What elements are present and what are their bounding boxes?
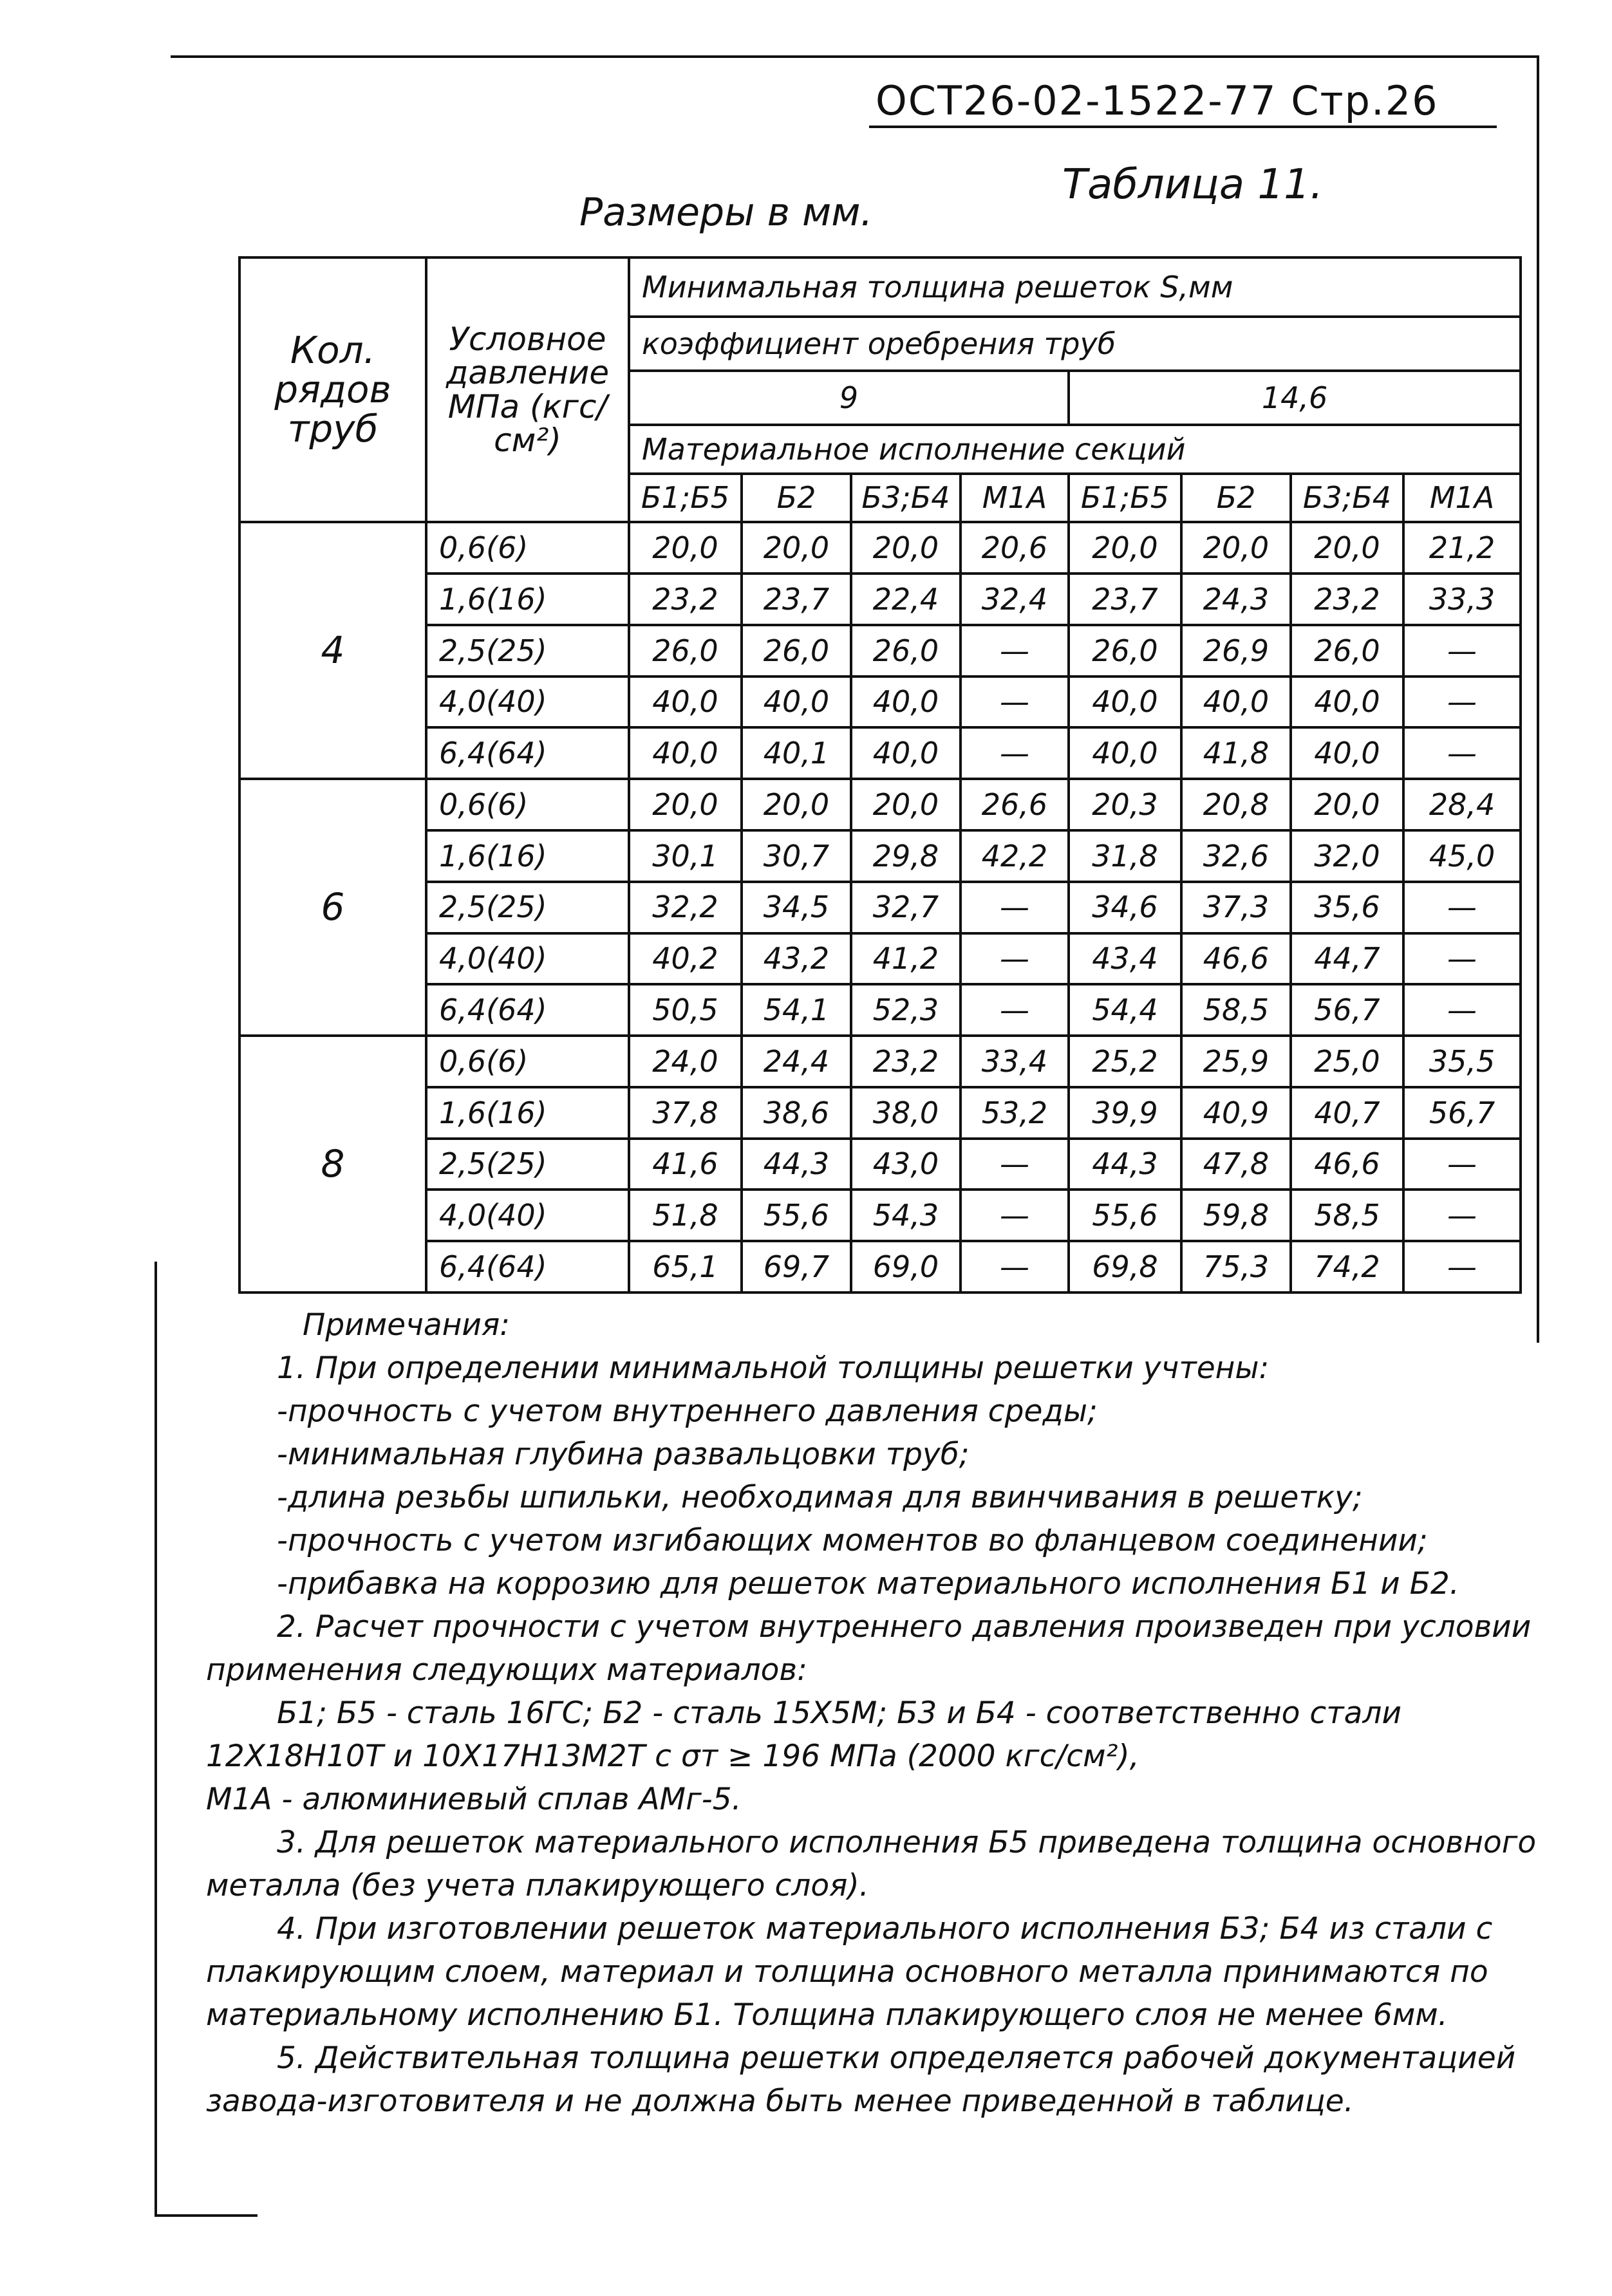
thickness-value-cell: — (961, 677, 1069, 728)
pressure-cell: 0,6(6) (426, 779, 629, 830)
thickness-value-cell: 38,6 (742, 1087, 851, 1139)
pressure-cell: 2,5(25) (426, 625, 629, 677)
thickness-value-cell: 32,7 (851, 882, 961, 933)
thickness-value-cell: — (961, 625, 1069, 677)
note-paragraph: 2. Расчет прочности с учетом внутреннего давления произведен при условии применения следующих материалов: (206, 1609, 1532, 1688)
note-paragraph: -минимальная глубина развальцовки труб; (277, 1437, 970, 1472)
note-paragraph: -прочность с учетом внутреннего давления среды; (277, 1394, 1098, 1429)
thickness-value-cell: 37,8 (629, 1087, 742, 1139)
thickness-value-cell: 35,6 (1291, 882, 1403, 933)
material-col: Б3;Б4 (1291, 474, 1403, 523)
pressure-cell: 0,6(6) (426, 522, 629, 574)
pressure-cell: 4,0(40) (426, 933, 629, 985)
thickness-value-cell: 25,0 (1291, 1036, 1403, 1087)
thickness-value-cell: 54,1 (742, 984, 851, 1036)
table-row (239, 779, 1521, 830)
pressure-cell: 6,4(64) (426, 1241, 629, 1293)
table-row (239, 1036, 1521, 1087)
rows-count-cell: 6 (239, 779, 426, 1036)
thickness-value-cell: 23,2 (1291, 574, 1403, 625)
material-col: Б3;Б4 (851, 474, 961, 523)
thickness-value-cell: 54,3 (851, 1190, 961, 1241)
thickness-value-cell: 34,6 (1069, 882, 1181, 933)
note-paragraph: -длина резьбы шпильки, необходимая для ввинчивания в решетку; (277, 1480, 1363, 1515)
thickness-value-cell: 35,5 (1403, 1036, 1521, 1087)
document-code-underline (869, 126, 1497, 128)
thickness-value-cell: — (1403, 677, 1521, 728)
thickness-value-cell: 40,2 (629, 933, 742, 985)
thickness-value-cell: 40,0 (851, 727, 961, 779)
rows-count-cell: 4 (239, 522, 426, 779)
thickness-value-cell: — (1403, 727, 1521, 779)
pressure-cell: 0,6(6) (426, 1036, 629, 1087)
table-row (239, 882, 1521, 933)
material-col: Б2 (1181, 474, 1291, 523)
note-paragraph: Б1; Б5 - сталь 16ГС; Б2 - сталь 15Х5М; Б3 и Б4 - соответственно стали 12Х18Н10Т и 10Х17Н13М2Т с σт ≥ 196 МПа (2000 кгс/см²), (206, 1695, 1401, 1774)
thickness-value-cell: 20,0 (629, 522, 742, 574)
thickness-value-cell: 26,0 (1291, 625, 1403, 677)
right-border-line (1537, 55, 1539, 1343)
pressure-cell: 2,5(25) (426, 1139, 629, 1190)
thickness-value-cell: 40,0 (1069, 677, 1181, 728)
thickness-value-cell: 40,9 (1181, 1087, 1291, 1139)
thickness-value-cell: 26,0 (851, 625, 961, 677)
thickness-value-cell: 43,4 (1069, 933, 1181, 985)
thickness-value-cell: 53,2 (961, 1087, 1069, 1139)
thickness-value-cell: 21,2 (1403, 522, 1521, 574)
thickness-value-cell: 20,0 (742, 779, 851, 830)
left-margin-line (155, 1262, 157, 2214)
thickness-value-cell: 20,8 (1181, 779, 1291, 830)
thickness-value-cell: 20,3 (1069, 779, 1181, 830)
thickness-value-cell: 34,5 (742, 882, 851, 933)
document-code: ОСТ26-02-1522-77 Стр.26 (876, 77, 1439, 124)
thickness-value-cell: 40,0 (1291, 727, 1403, 779)
thickness-value-cell: 40,0 (629, 727, 742, 779)
thickness-value-cell: — (961, 933, 1069, 985)
thickness-value-cell: 32,2 (629, 882, 742, 933)
thickness-value-cell: 69,7 (742, 1241, 851, 1293)
thickness-value-cell: 41,2 (851, 933, 961, 985)
thickness-value-cell: — (961, 984, 1069, 1036)
thickness-value-cell: 26,9 (1181, 625, 1291, 677)
thickness-value-cell: — (961, 882, 1069, 933)
thickness-value-cell: — (961, 1190, 1069, 1241)
thickness-value-cell: 23,2 (629, 574, 742, 625)
thickness-value-cell: 74,2 (1291, 1241, 1403, 1293)
thickness-value-cell: 22,4 (851, 574, 961, 625)
thickness-value-cell: — (1403, 984, 1521, 1036)
pressure-cell: 1,6(16) (426, 1087, 629, 1139)
thickness-value-cell: 39,9 (1069, 1087, 1181, 1139)
thickness-value-cell: — (1403, 1241, 1521, 1293)
thickness-value-cell: 32,6 (1181, 830, 1291, 882)
notes-section (206, 1303, 1545, 2123)
thickness-table (238, 256, 1522, 1294)
thickness-value-cell: 51,8 (629, 1190, 742, 1241)
thickness-value-cell: 20,0 (1181, 522, 1291, 574)
note-paragraph: 1. При определении минимальной толщины решетки учтены: (277, 1350, 1270, 1386)
note-paragraph: -прибавка на коррозию для решеток материального исполнения Б1 и Б2. (277, 1566, 1459, 1601)
thickness-value-cell: — (1403, 1139, 1521, 1190)
bottom-margin-line (155, 2214, 258, 2217)
thickness-value-cell: 25,2 (1069, 1036, 1181, 1087)
thickness-value-cell: 42,2 (961, 830, 1069, 882)
thickness-value-cell: 31,8 (1069, 830, 1181, 882)
table-row (239, 933, 1521, 985)
pressure-cell: 1,6(16) (426, 830, 629, 882)
thickness-value-cell: 40,7 (1291, 1087, 1403, 1139)
thickness-value-cell: 40,0 (1181, 677, 1291, 728)
thickness-value-cell: 44,3 (1069, 1139, 1181, 1190)
thickness-value-cell: 40,0 (742, 677, 851, 728)
coef-header: коэффициент оребрения труб (629, 317, 1521, 371)
thickness-value-cell: — (961, 727, 1069, 779)
thickness-value-cell: 75,3 (1181, 1241, 1291, 1293)
top-border-line (171, 55, 1539, 58)
table-row (239, 1190, 1521, 1241)
thickness-value-cell: 20,0 (851, 522, 961, 574)
thickness-value-cell: 69,0 (851, 1241, 961, 1293)
pressure-header: Условное давление МПа (кгс/см²) (426, 257, 629, 522)
note-paragraph: 3. Для решеток материального исполнения Б5 приведена толщина основного металла (без учета плакирующего слоя). (206, 1825, 1537, 1903)
thickness-value-cell: 47,8 (1181, 1139, 1291, 1190)
thickness-value-cell: — (1403, 625, 1521, 677)
thickness-value-cell: 38,0 (851, 1087, 961, 1139)
material-col: Б2 (742, 474, 851, 523)
table-row (239, 574, 1521, 625)
table-row (239, 830, 1521, 882)
thickness-value-cell: 58,5 (1181, 984, 1291, 1036)
thickness-value-cell: 50,5 (629, 984, 742, 1036)
note-paragraph: 5. Действительная толщина решетки определяется рабочей документацией завода-изготовителя и не должна быть менее приведенной в таблице. (206, 2040, 1516, 2119)
pressure-cell: 4,0(40) (426, 1190, 629, 1241)
thickness-value-cell: 20,0 (629, 779, 742, 830)
thickness-value-cell: 26,0 (629, 625, 742, 677)
material-header: Материальное исполнение секций (629, 425, 1521, 474)
thickness-value-cell: 32,0 (1291, 830, 1403, 882)
thickness-value-cell: 20,0 (851, 779, 961, 830)
thickness-value-cell: 52,3 (851, 984, 961, 1036)
thickness-value-cell: 28,4 (1403, 779, 1521, 830)
thickness-value-cell: 41,6 (629, 1139, 742, 1190)
table-row (239, 677, 1521, 728)
material-col: Б1;Б5 (1069, 474, 1181, 523)
pressure-cell: 4,0(40) (426, 677, 629, 728)
thickness-value-cell: — (961, 1241, 1069, 1293)
pressure-cell: 6,4(64) (426, 984, 629, 1036)
thickness-value-cell: 46,6 (1181, 933, 1291, 985)
thickness-value-cell: 56,7 (1403, 1087, 1521, 1139)
pressure-cell: 2,5(25) (426, 882, 629, 933)
material-col: М1А (1403, 474, 1521, 523)
table-row (239, 727, 1521, 779)
thickness-value-cell: 69,8 (1069, 1241, 1181, 1293)
thickness-value-cell: 54,4 (1069, 984, 1181, 1036)
notes-body (206, 1347, 1545, 2123)
thickness-value-cell: 40,0 (851, 677, 961, 728)
thickness-value-cell: 30,1 (629, 830, 742, 882)
thickness-value-cell: 44,3 (742, 1139, 851, 1190)
thickness-value-cell: 55,6 (1069, 1190, 1181, 1241)
thickness-value-cell: 20,0 (1291, 522, 1403, 574)
thickness-value-cell: 25,9 (1181, 1036, 1291, 1087)
table-row (239, 625, 1521, 677)
note-paragraph: -прочность с учетом изгибающих моментов во фланцевом соединении; (277, 1523, 1428, 1558)
thickness-value-cell: 55,6 (742, 1190, 851, 1241)
thickness-value-cell: 40,0 (1069, 727, 1181, 779)
rows-count-cell: 8 (239, 1036, 426, 1293)
thickness-value-cell: 45,0 (1403, 830, 1521, 882)
thickness-value-cell: — (1403, 1190, 1521, 1241)
thickness-value-cell: 26,0 (742, 625, 851, 677)
thickness-value-cell: 40,0 (629, 677, 742, 728)
thickness-value-cell: 41,8 (1181, 727, 1291, 779)
thickness-value-cell: 24,3 (1181, 574, 1291, 625)
thickness-value-cell: 30,7 (742, 830, 851, 882)
thickness-value-cell: 33,4 (961, 1036, 1069, 1087)
thickness-value-cell: 23,7 (742, 574, 851, 625)
thickness-value-cell: 37,3 (1181, 882, 1291, 933)
thickness-value-cell: 20,0 (1291, 779, 1403, 830)
coef-value: 14,6 (1069, 371, 1521, 425)
pressure-cell: 1,6(16) (426, 574, 629, 625)
thickness-value-cell: 23,2 (851, 1036, 961, 1087)
thickness-header: Минимальная толщина решеток S,мм (629, 257, 1521, 317)
thickness-value-cell: 20,0 (742, 522, 851, 574)
thickness-value-cell: 26,0 (1069, 625, 1181, 677)
units-note: Размеры в мм. (579, 190, 873, 235)
notes-title: Примечания: (303, 1307, 511, 1343)
table-row (239, 522, 1521, 574)
table-row (239, 1139, 1521, 1190)
thickness-value-cell: 24,0 (629, 1036, 742, 1087)
thickness-value-cell: 43,0 (851, 1139, 961, 1190)
thickness-value-cell: 43,2 (742, 933, 851, 985)
thickness-value-cell: — (1403, 882, 1521, 933)
table-label: Таблица 11. (1062, 161, 1324, 209)
thickness-table-body (239, 257, 1521, 1293)
table-row (239, 1241, 1521, 1293)
note-paragraph: 4. При изготовлении решеток материального исполнения Б3; Б4 из стали с плакирующим слоем, материал и толщина основного металла принимаются по материальному исполнению Б1. Толщина плакирующего слоя не менее 6мм. (206, 1911, 1493, 2033)
thickness-value-cell: 29,8 (851, 830, 961, 882)
thickness-value-cell: 58,5 (1291, 1190, 1403, 1241)
thickness-value-cell: — (961, 1139, 1069, 1190)
thickness-value-cell: 20,6 (961, 522, 1069, 574)
thickness-value-cell: 23,7 (1069, 574, 1181, 625)
note-paragraph: М1А - алюминиевый сплав АМг-5. (206, 1782, 742, 1817)
material-col: Б1;Б5 (629, 474, 742, 523)
thickness-value-cell: 26,6 (961, 779, 1069, 830)
thickness-value-cell: 20,0 (1069, 522, 1181, 574)
thickness-value-cell: 32,4 (961, 574, 1069, 625)
thickness-value-cell: 44,7 (1291, 933, 1403, 985)
thickness-value-cell: 24,4 (742, 1036, 851, 1087)
thickness-value-cell: 59,8 (1181, 1190, 1291, 1241)
thickness-value-cell: 40,1 (742, 727, 851, 779)
table-row (239, 1087, 1521, 1139)
thickness-value-cell: 46,6 (1291, 1139, 1403, 1190)
coef-value: 9 (629, 371, 1069, 425)
table-row (239, 984, 1521, 1036)
thickness-value-cell: 56,7 (1291, 984, 1403, 1036)
thickness-value-cell: 33,3 (1403, 574, 1521, 625)
rows-count-header: Кол. рядов труб (239, 257, 426, 522)
thickness-value-cell: — (1403, 933, 1521, 985)
material-col: М1А (961, 474, 1069, 523)
thickness-value-cell: 40,0 (1291, 677, 1403, 728)
pressure-cell: 6,4(64) (426, 727, 629, 779)
thickness-value-cell: 65,1 (629, 1241, 742, 1293)
